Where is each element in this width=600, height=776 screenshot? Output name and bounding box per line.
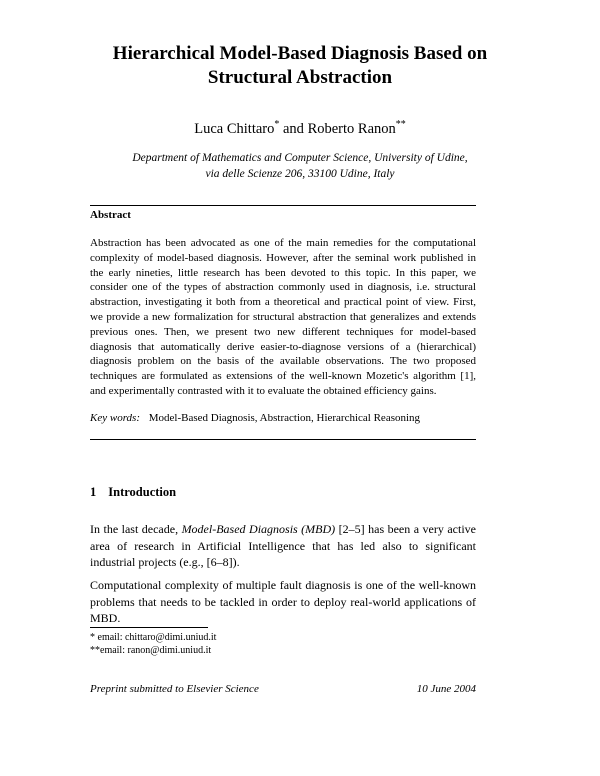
emphasized-term: Model-Based Diagnosis (MBD): [181, 522, 336, 536]
paragraph-text: In the last decade,: [90, 522, 179, 536]
footnote: [90, 632, 216, 643]
author-name: Roberto Ranon: [307, 121, 396, 137]
keywords: [90, 412, 476, 424]
footnote-mark: *: [90, 632, 95, 643]
section-title: Introduction: [108, 485, 177, 499]
footer-preprint-note: Preprint submitted to Elsevier Science: [90, 683, 259, 695]
body-paragraph: Computational complexity of multiple fault diagnosis is one of the well-known problems that needs to be tackled in order to deploy real-world applications of MBD.: [90, 578, 476, 625]
body-paragraph: [90, 521, 476, 571]
page-footer: [90, 683, 476, 695]
section-heading: [90, 485, 176, 500]
affiliation: [90, 150, 510, 182]
footnote-text: email: ranon@dimi.uniud.it: [100, 645, 212, 656]
author-list: [60, 121, 540, 138]
keywords-text: Model-Based Diagnosis, Abstraction, Hierarchical Reasoning: [148, 412, 421, 424]
author-footnote-mark: *: [274, 119, 280, 130]
footer-date: 10 June 2004: [416, 683, 476, 695]
footnote-rule: [90, 627, 208, 628]
paper-title: [60, 42, 540, 90]
keywords-label: Key words:: [90, 412, 141, 424]
title-line-1: Hierarchical Model-Based Diagnosis Based on: [112, 43, 488, 64]
footnote-mark: **: [90, 645, 100, 656]
abstract-text: Abstraction has been advocated as one of the main remedies for the computational complexity of model-based diagnosis. However, after the seminal work published in the early nineties, little research has been devoted to this topic. In this paper, we consider one of the types of abstraction commonly used in diagnosis, i.e. structural abstraction, investigating it both from a theoretical and practical point of view. First, we provide a new formalization for structural abstraction that generalizes and extends previous ones. Then, we present two new different techniques for model-based diagnosis that automatically derive easier-to-diagnose versions of a (hierarchical) diagnosis problem on the basis of the available observations. The two proposed techniques are formulated as extensions of the well-known Mozetic's algorithm [1], and experimentally contrasted with it to evaluate the obtained efficiency gains.: [90, 237, 476, 397]
author-name: Luca Chittaro: [194, 121, 275, 137]
paragraph-text: [2–5] has been a very active area of research in Artificial Intelligence that has led also to significant industrial projects (e.g., [6–8]).: [90, 522, 477, 569]
author-connector: and: [283, 121, 304, 137]
footnote: [90, 645, 211, 656]
abstract-bottom-rule: [90, 439, 476, 440]
section-number: 1: [90, 485, 97, 499]
affiliation-line-1: Department of Mathematics and Computer Science, University of Udine,: [132, 152, 468, 164]
author-footnote-mark: **: [395, 119, 406, 130]
abstract-top-rule: [90, 205, 476, 206]
title-line-2: Structural Abstraction: [207, 67, 393, 88]
abstract-heading: Abstract: [90, 209, 131, 221]
footnote-text: email: chittaro@dimi.uniud.it: [97, 632, 217, 643]
affiliation-line-2: via delle Scienze 206, 33100 Udine, Italy: [205, 168, 395, 180]
